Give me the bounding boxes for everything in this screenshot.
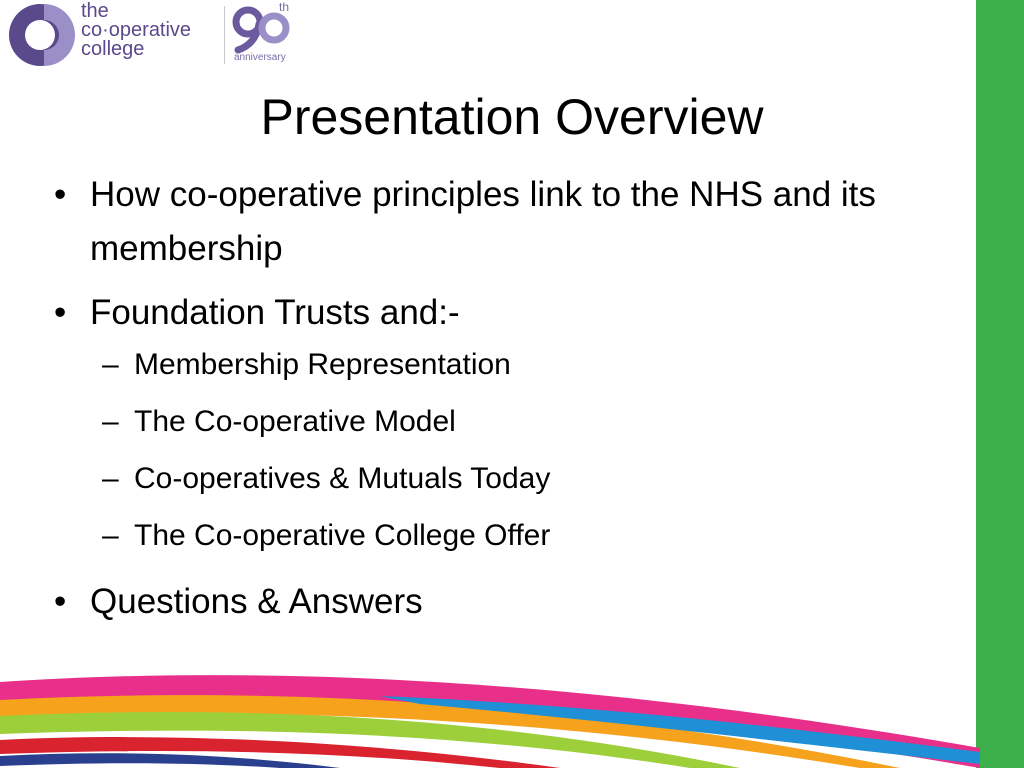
logo-line-college: college — [81, 38, 145, 60]
bullet-list — [48, 168, 948, 639]
logo-line-the: the — [81, 0, 109, 22]
slide-title: Presentation Overview — [260, 89, 764, 145]
sub-bullet-item — [48, 346, 948, 384]
bullet-item — [48, 168, 948, 276]
bullet-text: Foundation Trusts and:- — [90, 293, 460, 332]
logo-line-cooperative: co·operative — [81, 19, 192, 41]
bullet-item — [48, 575, 948, 629]
college-logo-mark — [0, 0, 80, 70]
logo-divider — [224, 6, 225, 64]
sub-bullet-marker: – — [102, 348, 119, 381]
sub-bullet-item — [48, 517, 948, 555]
decorative-ribbons — [0, 660, 980, 768]
sub-bullet-marker: – — [102, 405, 119, 438]
bullet-text: Questions & Answers — [90, 582, 423, 621]
bullet-text: How co-operative principles link to the NHS and its membership — [90, 175, 876, 268]
sub-bullet-item — [48, 460, 948, 498]
bullet-marker: • — [54, 293, 67, 332]
sub-bullet-text: Membership Representation — [134, 348, 511, 381]
sub-bullet-marker: – — [102, 519, 119, 552]
bullet-marker: • — [54, 582, 67, 621]
bullet-marker: • — [54, 175, 67, 214]
sub-bullet-marker: – — [102, 462, 119, 495]
bullet-item — [48, 286, 948, 340]
anniversary-suffix: th — [279, 0, 290, 14]
college-logo-text — [81, 2, 191, 59]
anniversary-label: anniversary — [234, 52, 286, 63]
sub-bullet-text: Co-operatives & Mutuals Today — [134, 462, 551, 495]
sub-bullet-item — [48, 403, 948, 441]
ribbon-dark-blue — [0, 753, 340, 768]
sub-bullet-text: The Co-operative Model — [134, 405, 456, 438]
sub-bullet-text: The Co-operative College Offer — [134, 519, 551, 552]
college-logo — [0, 0, 300, 70]
